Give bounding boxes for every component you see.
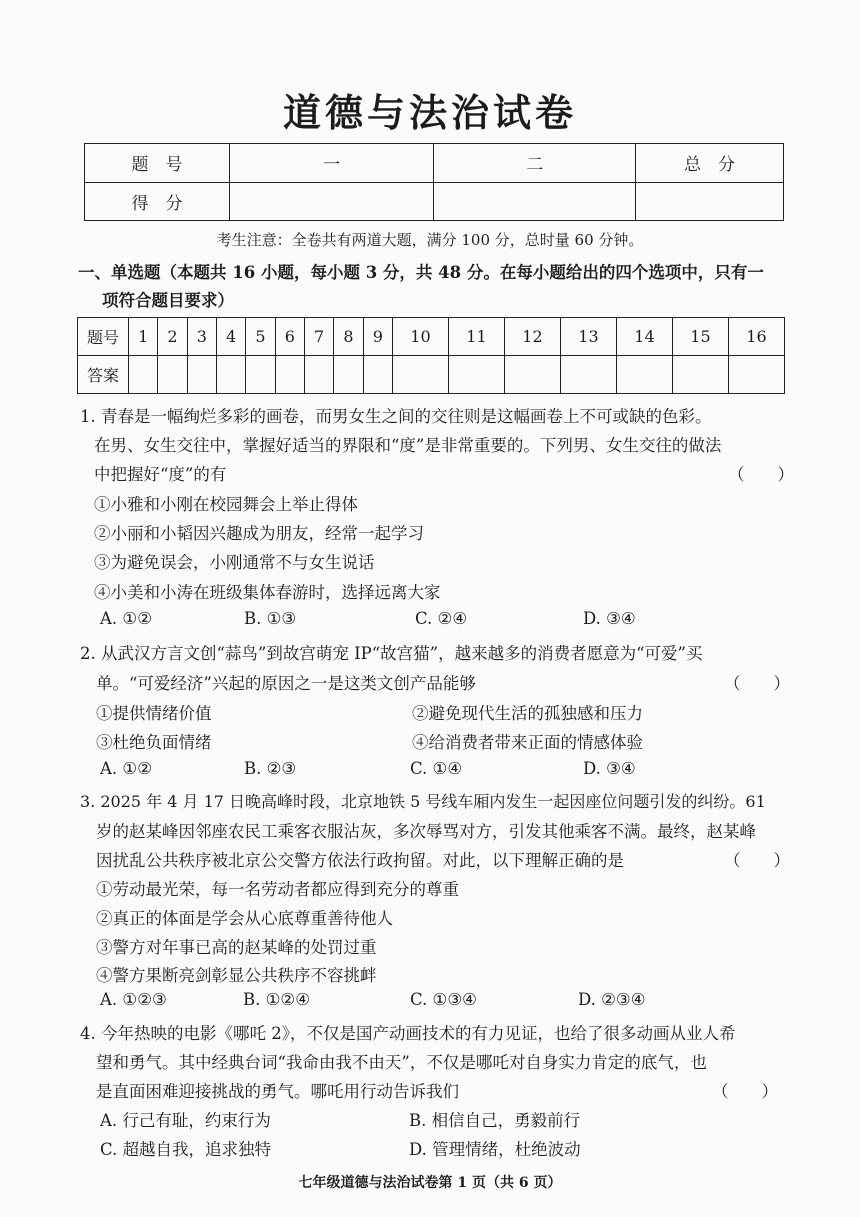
question-text: 是直面困难迎接挑战的勇气。哪吒用行动告诉我们 xyxy=(96,1082,459,1101)
option-a[interactable]: A. ①② xyxy=(100,609,152,628)
option-b[interactable]: B. 相信自己，勇毅前行 xyxy=(409,1111,581,1130)
question-number-cell: 9 xyxy=(363,318,392,356)
score-input-cell[interactable] xyxy=(635,182,783,221)
question-number-cell: 14 xyxy=(616,318,672,356)
answer-cell[interactable] xyxy=(216,356,245,394)
page-footer: 七年级道德与法治试卷第 1 页（共 6 页） xyxy=(298,1175,562,1191)
question-text: 因扰乱公共秩序被北京公交警方依法行政拘留。对此，以下理解正确的是 xyxy=(96,851,624,870)
answer-cell[interactable] xyxy=(246,356,275,394)
option-b[interactable]: B. ①③ xyxy=(244,609,297,628)
statement-item: ③杜绝负面情绪 xyxy=(96,733,212,752)
statement-item: ②小丽和小韬因兴趣成为朋友，经常一起学习 xyxy=(94,524,424,543)
question-text: 望和勇气。其中经典台词“我命由我不由天”，不仅是哪吒对自身实力肯定的底气，也 xyxy=(96,1053,707,1072)
option-d[interactable]: D. ③④ xyxy=(583,609,636,628)
answer-cell[interactable] xyxy=(728,356,784,394)
section-heading-line: 一、单选题（本题共 16 小题，每小题 3 分，共 48 分。在每小题给出的四个选项中，只有一 xyxy=(78,263,764,282)
answer-cell[interactable] xyxy=(334,356,363,394)
option-a[interactable]: A. 行己有耻，约束行为 xyxy=(100,1111,271,1130)
answer-cell[interactable] xyxy=(448,356,504,394)
answer-cell[interactable] xyxy=(129,356,158,394)
option-c[interactable]: C. 超越自我，追求独特 xyxy=(100,1140,272,1159)
question-number-cell: 15 xyxy=(672,318,728,356)
score-row-points xyxy=(85,182,784,221)
option-c[interactable]: C. ②④ xyxy=(415,609,468,628)
statement-item: ③警方对年事已高的赵某峰的处罚过重 xyxy=(96,938,377,957)
question-text: 单。“可爱经济”兴起的原因之一是这类文创产品能够 xyxy=(96,674,476,693)
option-d[interactable]: D. ③④ xyxy=(583,759,636,778)
statement-item: ②真正的体面是学会从心底尊重善待他人 xyxy=(96,909,393,928)
answer-cell[interactable] xyxy=(504,356,560,394)
question-text: 中把握好“度”的有 xyxy=(94,465,227,484)
statement-item: ④警方果断亮剑彰显公共秩序不容挑衅 xyxy=(96,966,377,985)
exam-notice: 考生注意：全卷共有两道大题，满分 100 分，总时量 60 分钟。 xyxy=(216,231,644,249)
score-row-header xyxy=(85,144,784,183)
question-number-cell: 2 xyxy=(158,318,187,356)
answer-cell[interactable] xyxy=(392,356,448,394)
answer-label: 答案 xyxy=(78,356,129,394)
answer-parenthesis[interactable]: （ ） xyxy=(724,851,790,870)
question-number-cell: 10 xyxy=(392,318,448,356)
question-number-cell: 5 xyxy=(246,318,275,356)
statement-item: ④给消费者带来正面的情感体验 xyxy=(412,733,643,752)
answer-header-label: 题号 xyxy=(78,318,129,356)
answer-parenthesis[interactable]: （ ） xyxy=(724,674,790,693)
statement-item: ①劳动最光荣，每一名劳动者都应得到充分的尊重 xyxy=(96,880,459,899)
answer-box-row xyxy=(78,356,785,394)
option-b[interactable]: B. ②③ xyxy=(244,759,297,778)
score-label-cell: 得 分 xyxy=(85,182,230,221)
statement-item: ③为避免误会，小刚通常不与女生说话 xyxy=(94,553,375,572)
statement-item: ④小美和小涛在班级集体春游时，选择远离大家 xyxy=(94,583,441,602)
option-d[interactable]: D. ②③④ xyxy=(578,990,646,1009)
question-number-cell: 8 xyxy=(334,318,363,356)
score-header-cell: 总 分 xyxy=(635,144,783,183)
option-a[interactable]: A. ①②③ xyxy=(100,990,167,1009)
answer-cell[interactable] xyxy=(363,356,392,394)
section-heading-line: 项符合题目要求） xyxy=(102,291,234,310)
score-input-cell[interactable] xyxy=(230,182,434,221)
question-number-cell: 1 xyxy=(129,318,158,356)
answer-parenthesis[interactable]: （ ） xyxy=(728,465,794,484)
answer-parenthesis[interactable]: （ ） xyxy=(712,1082,778,1101)
option-c[interactable]: C. ①④ xyxy=(410,759,463,778)
score-header-cell: 二 xyxy=(434,144,635,183)
answer-cell[interactable] xyxy=(616,356,672,394)
answer-cell[interactable] xyxy=(560,356,616,394)
statement-item: ①小雅和小刚在校园舞会上举止得体 xyxy=(94,495,358,514)
answer-cell[interactable] xyxy=(304,356,333,394)
question-number-cell: 13 xyxy=(560,318,616,356)
answer-table xyxy=(77,317,785,394)
score-header-cell: 一 xyxy=(230,144,434,183)
score-table xyxy=(84,143,784,221)
option-c[interactable]: C. ①③④ xyxy=(410,990,477,1009)
question-number-cell: 7 xyxy=(304,318,333,356)
question-number-cell: 3 xyxy=(187,318,216,356)
question-number-cell: 4 xyxy=(216,318,245,356)
statement-item: ②避免现代生活的孤独感和压力 xyxy=(412,704,643,723)
option-b[interactable]: B. ①②④ xyxy=(243,990,310,1009)
statement-item: ①提供情绪价值 xyxy=(96,704,212,723)
question-text: 岁的赵某峰因邻座农民工乘客衣服沾灰，多次辱骂对方，引发其他乘客不满。最终，赵某峰 xyxy=(96,822,756,841)
answer-cell[interactable] xyxy=(275,356,304,394)
question-text: 1. 青春是一幅绚烂多彩的画卷，而男女生之间的交往则是这幅画卷上不可或缺的色彩。 xyxy=(80,407,712,426)
answer-cell[interactable] xyxy=(672,356,728,394)
score-input-cell[interactable] xyxy=(434,182,635,221)
option-d[interactable]: D. 管理情绪，杜绝波动 xyxy=(409,1140,581,1159)
answer-cell[interactable] xyxy=(187,356,216,394)
answer-cell[interactable] xyxy=(158,356,187,394)
answer-number-row xyxy=(78,318,785,356)
page-title: 道德与法治试卷 xyxy=(282,90,577,135)
question-text: 4. 今年热映的电影《哪吒 2》，不仅是国产动画技术的有力见证，也给了很多动画从业人希 xyxy=(80,1024,736,1043)
question-number-cell: 12 xyxy=(504,318,560,356)
score-header-cell: 题 号 xyxy=(85,144,230,183)
option-a[interactable]: A. ①② xyxy=(100,759,152,778)
question-number-cell: 16 xyxy=(728,318,784,356)
question-number-cell: 6 xyxy=(275,318,304,356)
question-text: 2. 从武汉方言文创“蒜鸟”到故宫萌宠 IP“故宫猫”，越来越多的消费者愿意为“可爱”买 xyxy=(80,644,703,663)
question-number-cell: 11 xyxy=(448,318,504,356)
question-text: 3. 2025 年 4 月 17 日晚高峰时段，北京地铁 5 号线车厢内发生一起因座位问题引发的纠纷。61 xyxy=(80,792,766,811)
question-text: 在男、女生交往中，掌握好适当的界限和“度”是非常重要的。下列男、女生交往的做法 xyxy=(94,436,722,455)
